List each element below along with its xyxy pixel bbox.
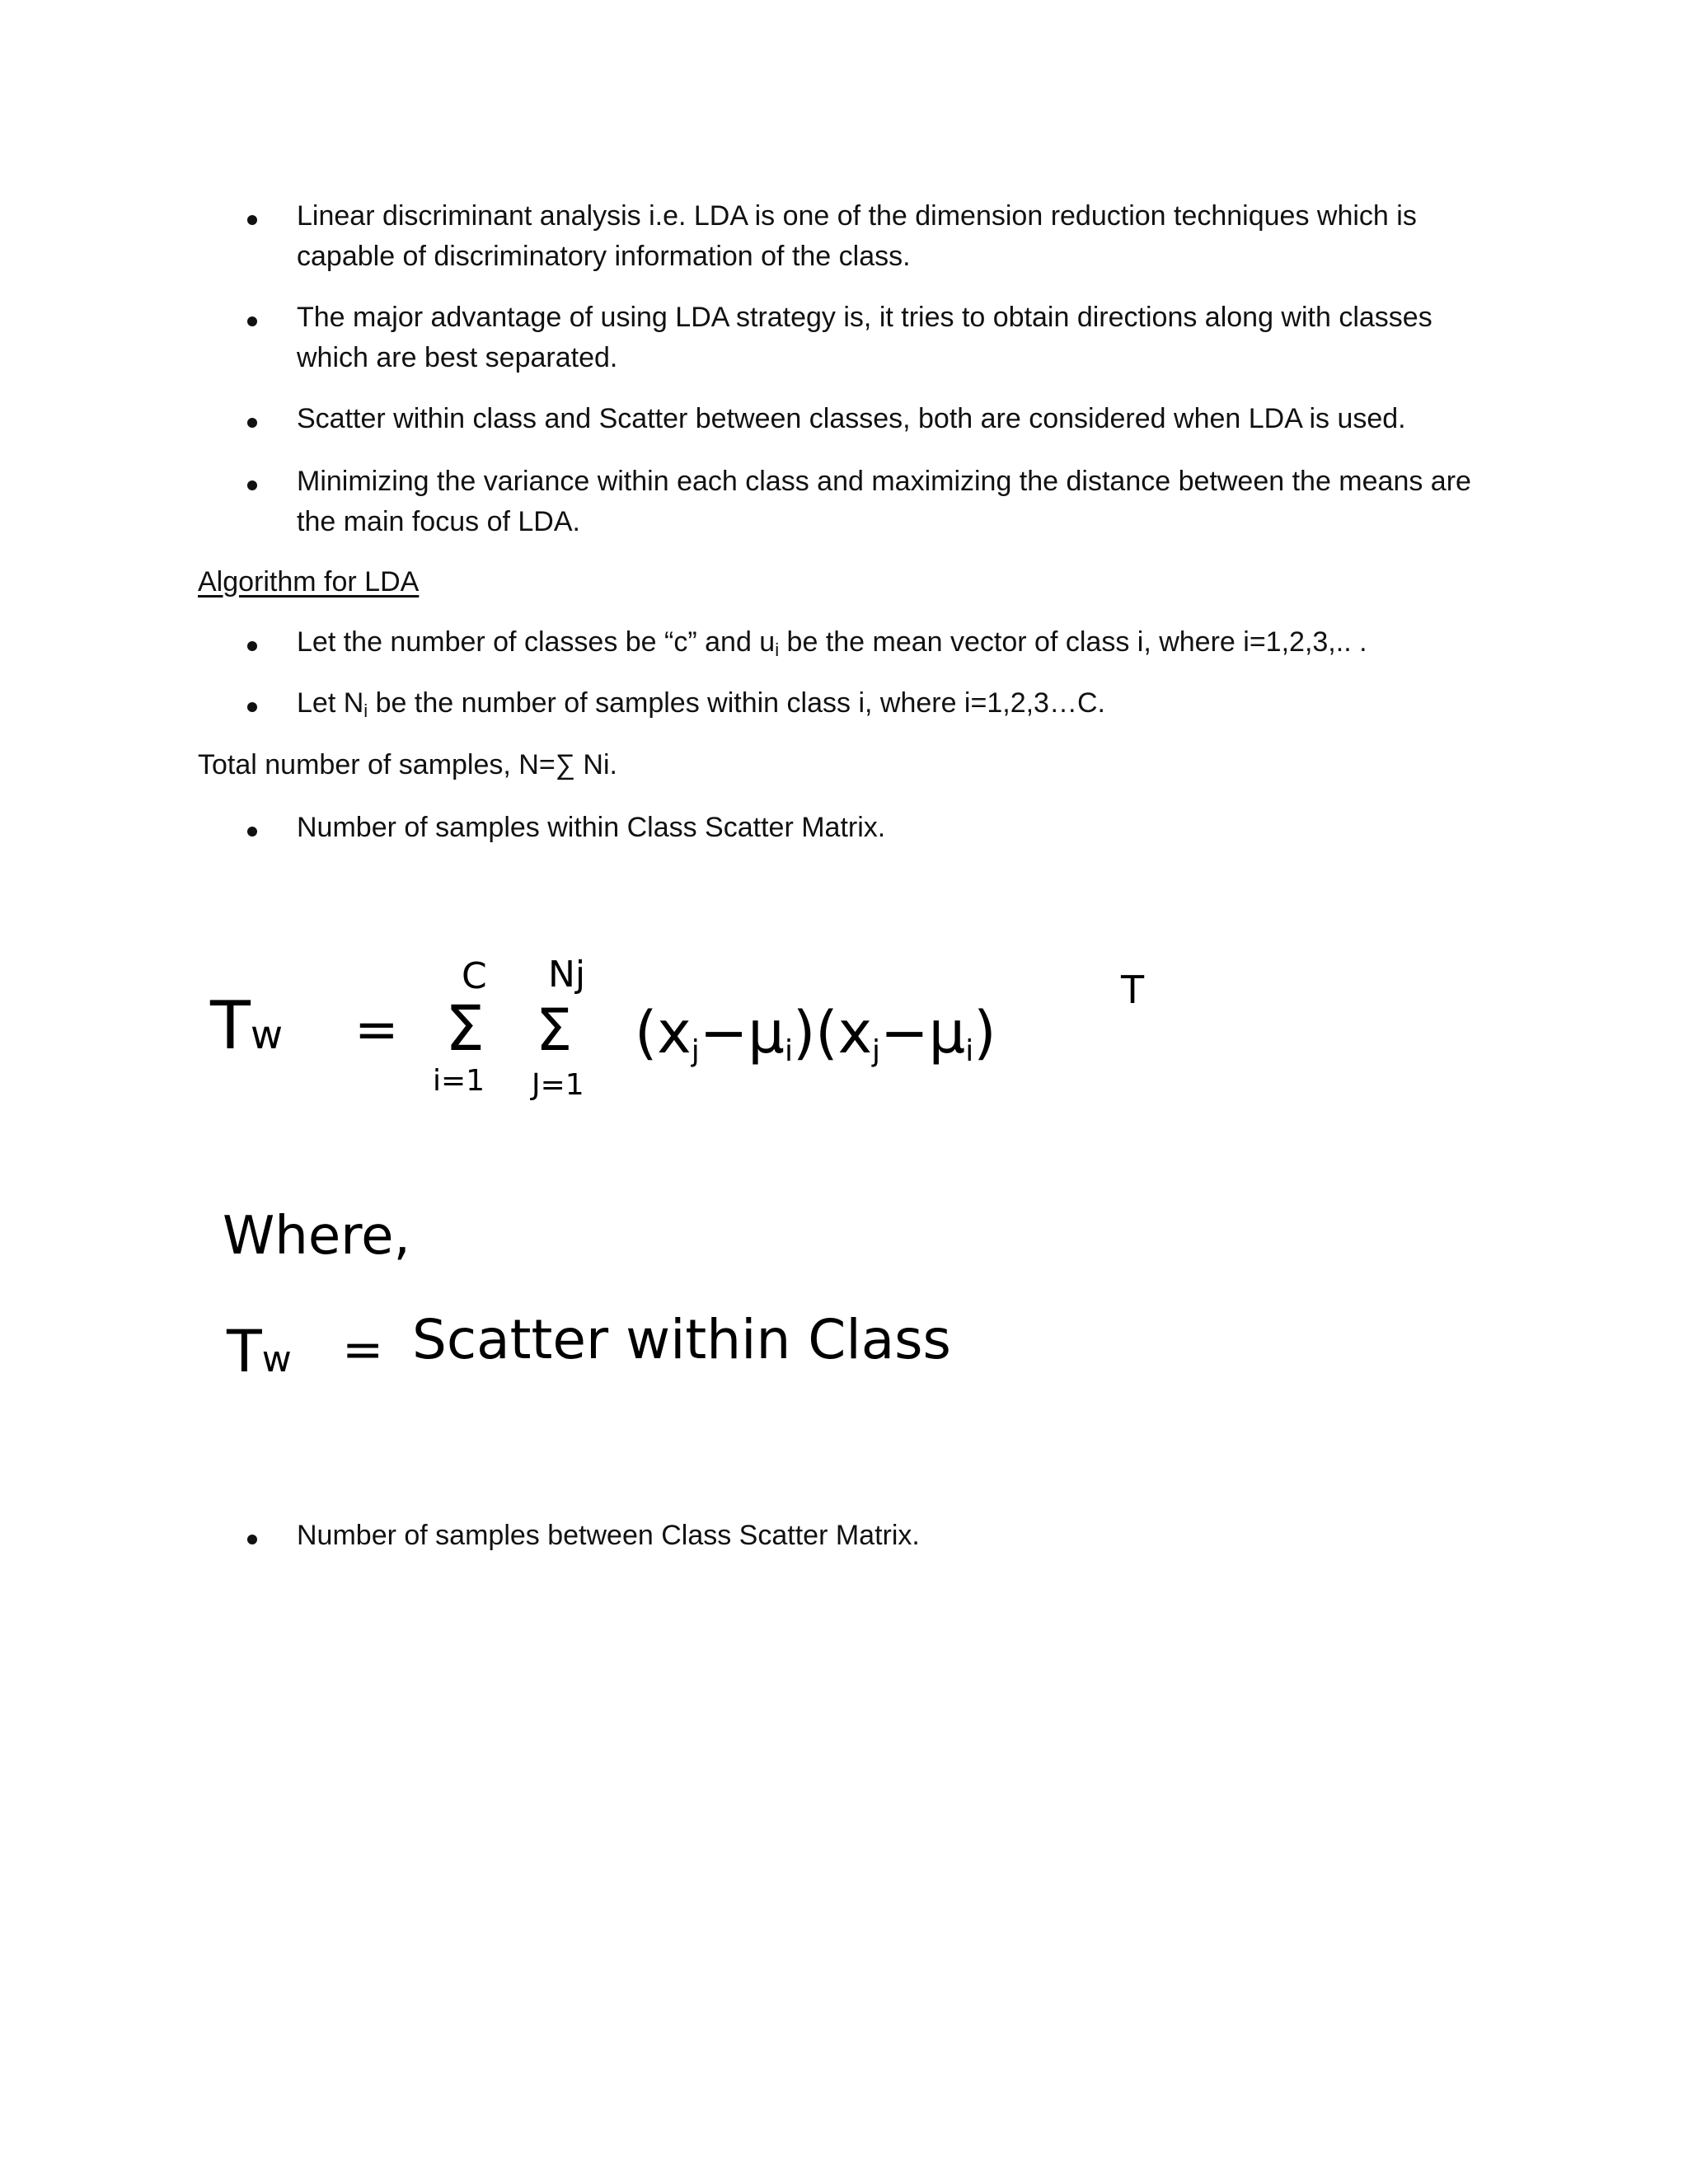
bullet-between-class: Number of samples between Class Scatter Matrix. — [297, 1520, 920, 1551]
formula-body: $(x_j-\mu_i)(x_j-\mu_i)$ — [635, 999, 996, 1068]
sum2-sigma: Σ — [536, 996, 573, 1064]
definition-lhs: Tw — [227, 1318, 292, 1385]
bullet-dot — [247, 316, 257, 326]
formula-lhs: Tw — [210, 987, 284, 1064]
bullet-lda-scatter: Scatter within class and Scatter between classes, both are considered when LDA is used. — [297, 403, 1406, 434]
definition-equals: = — [342, 1321, 384, 1379]
bullet-dot — [247, 1535, 257, 1544]
bullet-num-samples — [297, 683, 1484, 724]
bullet-lda-focus: Minimizing the variance within each class and maximizing the distance between the means are the main focus of LDA. — [297, 466, 1471, 537]
bullet-num-classes-text: Let the number of classes be “c” and u — [297, 626, 776, 658]
total-samples-line: Total number of samples, N=∑ Ni. — [198, 749, 617, 780]
sum1-lower: i=1 — [433, 1064, 485, 1098]
bullet-num-classes-text-rest: be the mean vector of class i, where i=1,2,3,.. . — [779, 626, 1367, 658]
bullet-lda-advantage: The major advantage of using LDA strategy is, it tries to obtain directions along with classes which are best separated. — [297, 302, 1432, 373]
formula-transpose: T — [1121, 968, 1145, 1012]
definition-text: Scatter within Class — [412, 1308, 951, 1371]
subscript-i: i — [363, 701, 368, 721]
bullet-num-samples-text-rest: be the number of samples within class i, where i=1,2,3…C. — [368, 687, 1105, 719]
sum2-upper: Nj — [548, 954, 586, 996]
bullet-dot — [247, 480, 257, 490]
bullet-dot — [247, 827, 257, 837]
sum2-lower: J=1 — [532, 1068, 584, 1102]
subscript-i: i — [775, 640, 780, 660]
bullet-num-samples-text: Let N — [297, 687, 364, 719]
bullet-dot — [247, 702, 257, 712]
sum1-sigma: Σ — [445, 991, 485, 1065]
formula-equals: = — [354, 1000, 399, 1061]
algorithm-heading: Algorithm for LDA — [198, 566, 420, 598]
bullet-within-class: Number of samples within Class Scatter Matrix. — [297, 812, 886, 843]
bullet-dot — [247, 215, 257, 225]
bullet-dot — [247, 641, 257, 651]
bullet-dot — [247, 418, 257, 428]
bullet-num-classes — [297, 622, 1484, 663]
bullet-lda-definition: Linear discriminant analysis i.e. LDA is one of the dimension reduction techniques which is capable of discriminatory information of the class. — [297, 200, 1417, 272]
where-label: Where, — [223, 1206, 410, 1267]
sum1-upper: C — [462, 955, 487, 997]
